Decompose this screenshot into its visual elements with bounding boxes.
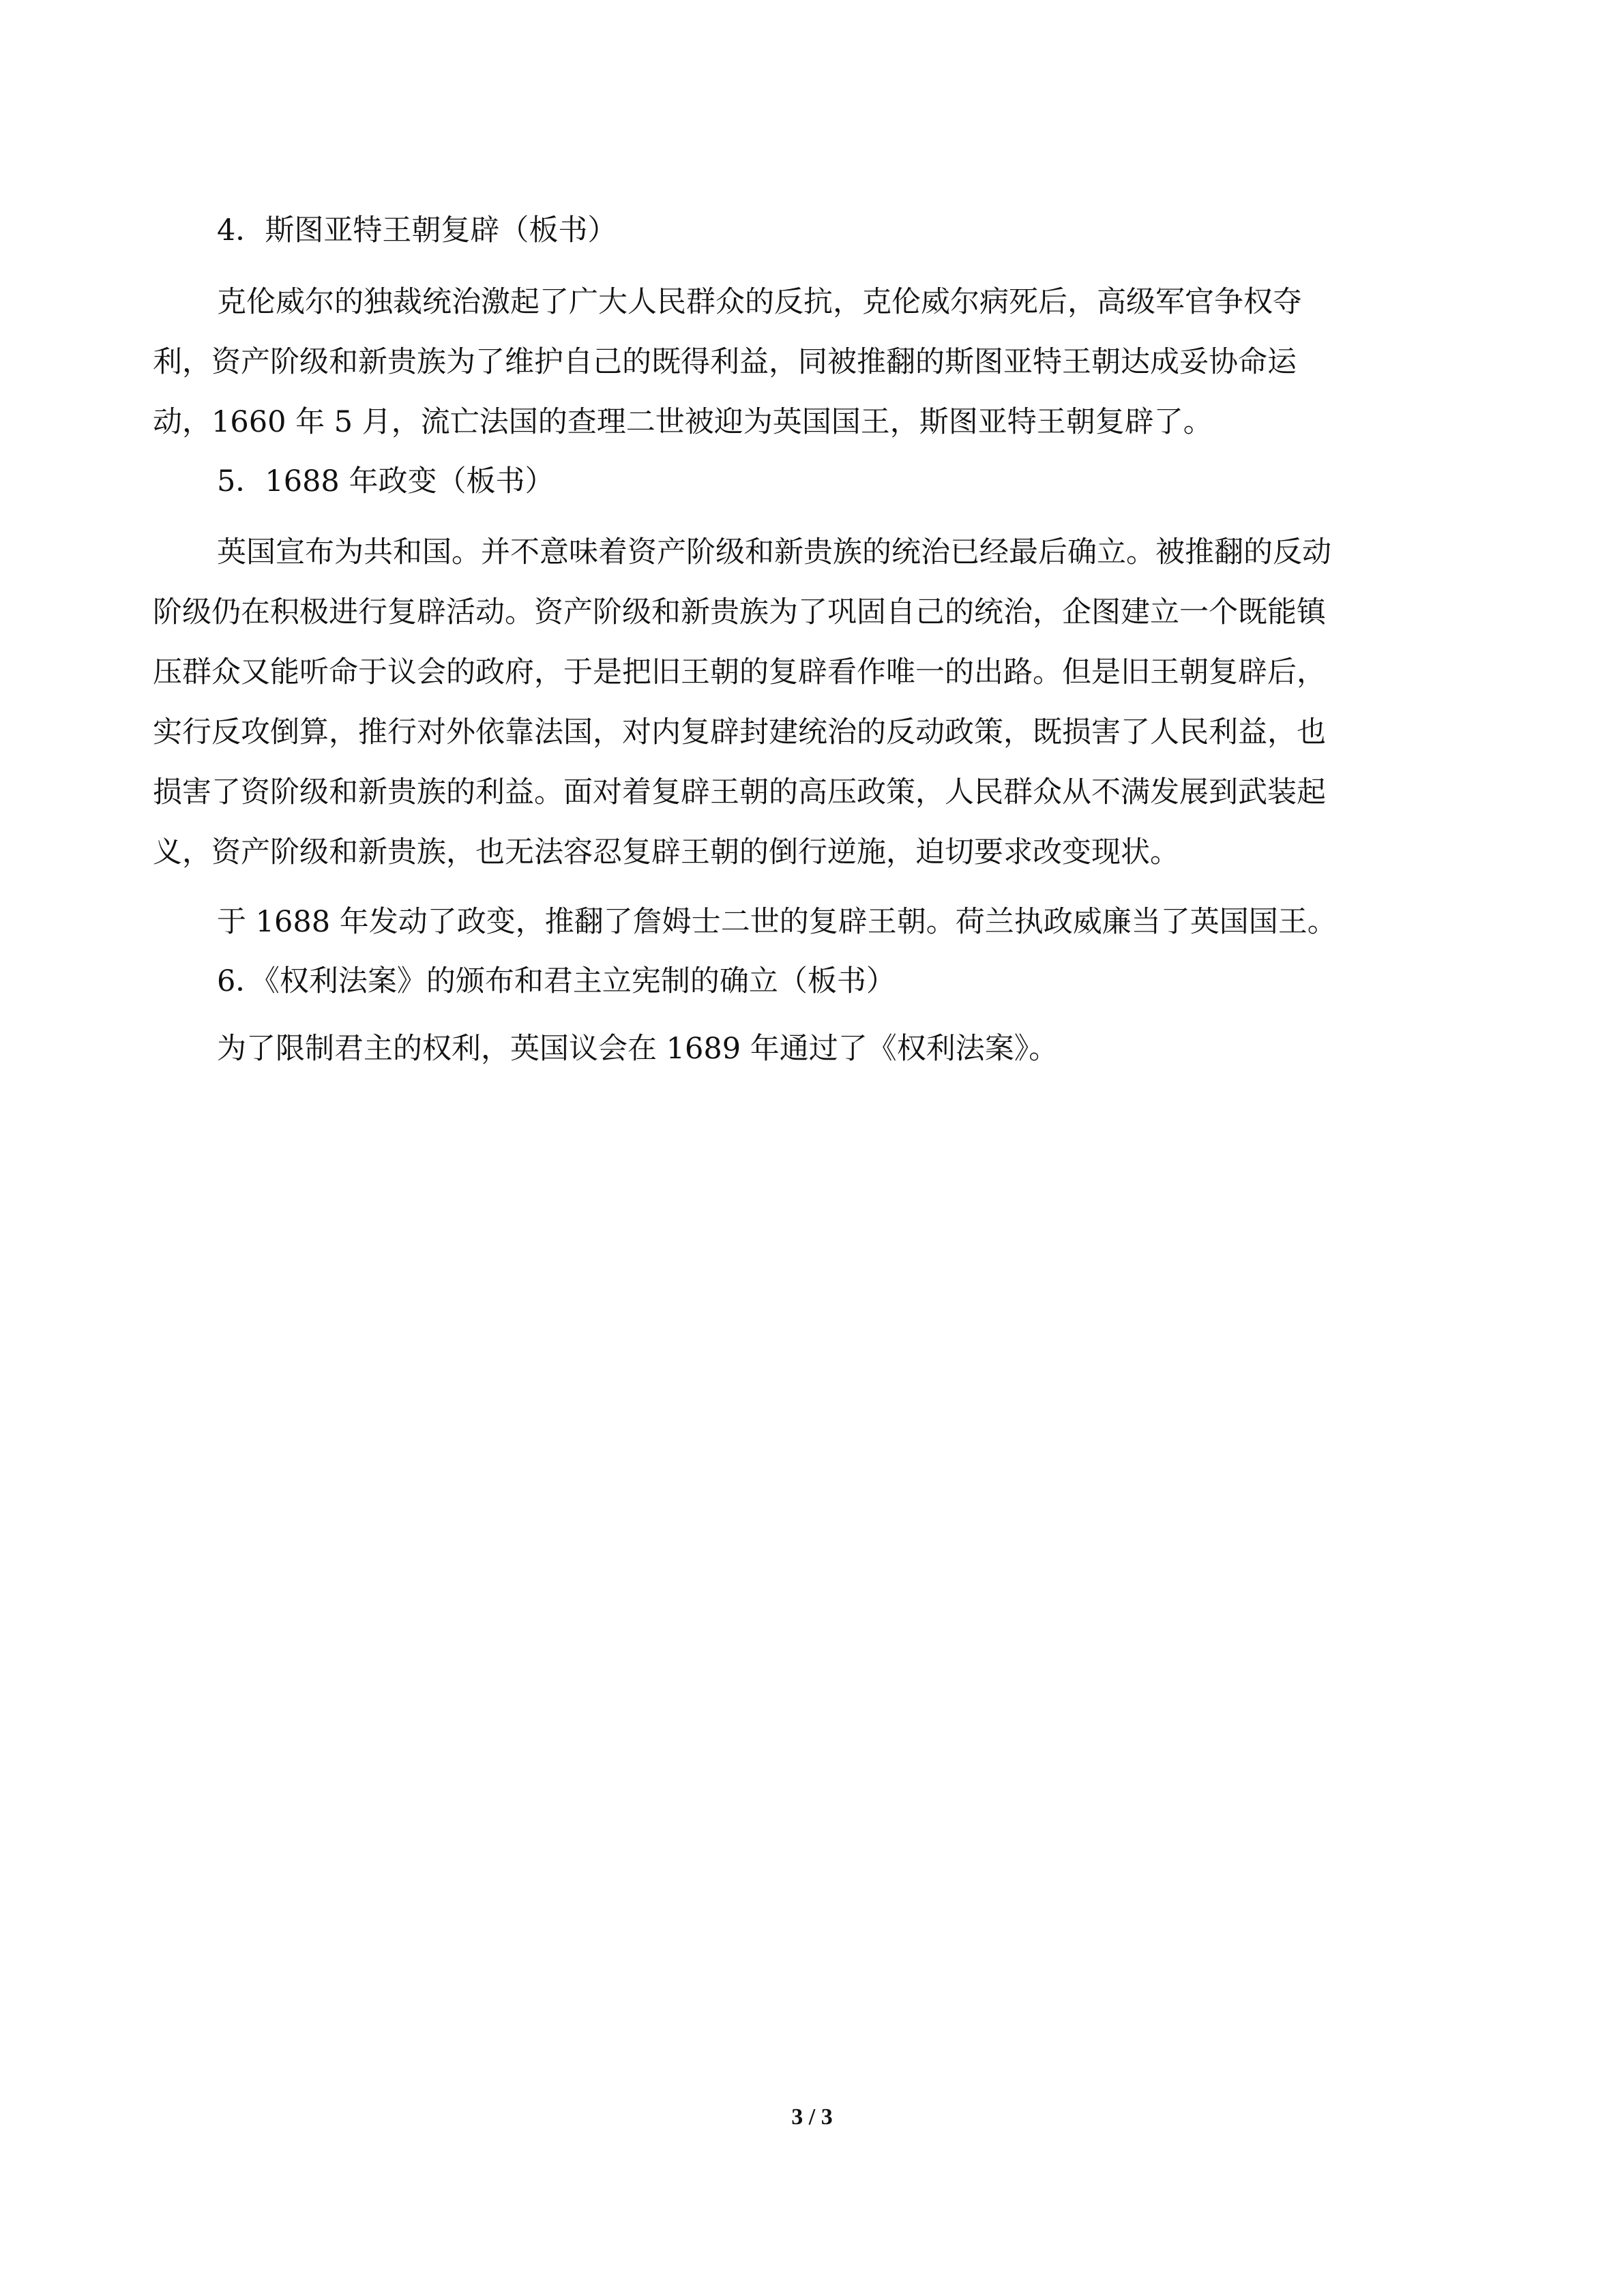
paragraph-line: 英国宣布为共和国。并不意味着资产阶级和新贵族的统治已经最后确立。被推翻的反动 — [217, 535, 1331, 569]
paragraph-line: 损害了资阶级和新贵族的利益。面对着复辟王朝的高压政策，人民群众从不满发展到武装起 — [153, 775, 1326, 809]
paragraph-line: 克伦威尔的独裁统治激起了广大人民群众的反抗，克伦威尔病死后，高级军官争权夺 — [217, 285, 1302, 319]
paragraph-line: 实行反攻倒算，推行对外依靠法国，对内复辟封建统治的反动政策，既损害了人民利益，也 — [153, 715, 1326, 749]
paragraph-line: 于 1688 年发动了政变，推翻了詹姆士二世的复辟王朝。荷兰执政威廉当了英国国王。 — [217, 905, 1337, 939]
paragraph-line: 义，资产阶级和新贵族，也无法容忍复辟王朝的倒行逆施，迫切要求改变现状。 — [153, 835, 1179, 869]
paragraph-line: 动，1660 年 5 月，流亡法国的查理二世被迎为英国国王，斯图亚特王朝复辟了。 — [153, 405, 1213, 439]
paragraph-line: 利，资产阶级和新贵族为了维护自己的既得利益，同被推翻的斯图亚特王朝达成妥协命运 — [153, 345, 1297, 379]
section-heading-5: 5．1688 年政变（板书） — [217, 464, 555, 498]
section-6-paragraph — [211, 1019, 1473, 1079]
page-number: 3 / 3 — [791, 2104, 833, 2130]
section-5-paragraph — [153, 522, 1473, 882]
section-heading-4: 4．斯图亚特王朝复辟（板书） — [217, 213, 617, 248]
section-4-paragraph — [153, 272, 1473, 452]
paragraph-line: 压群众又能听命于议会的政府，于是把旧王朝的复辟看作唯一的出路。但是旧王朝复辟后， — [153, 655, 1326, 689]
section-5-extra-paragraph — [211, 892, 1473, 952]
paragraph-line: 为了限制君主的权利，英国议会在 1689 年通过了《权利法案》。 — [217, 1032, 1059, 1066]
section-heading-6: 6．《权利法案》的颁布和君主立宪制的确立（板书） — [217, 964, 896, 998]
paragraph-line: 阶级仍在积极进行复辟活动。资产阶级和新贵族为了巩固自己的统治，企图建立一个既能镇 — [153, 595, 1326, 629]
